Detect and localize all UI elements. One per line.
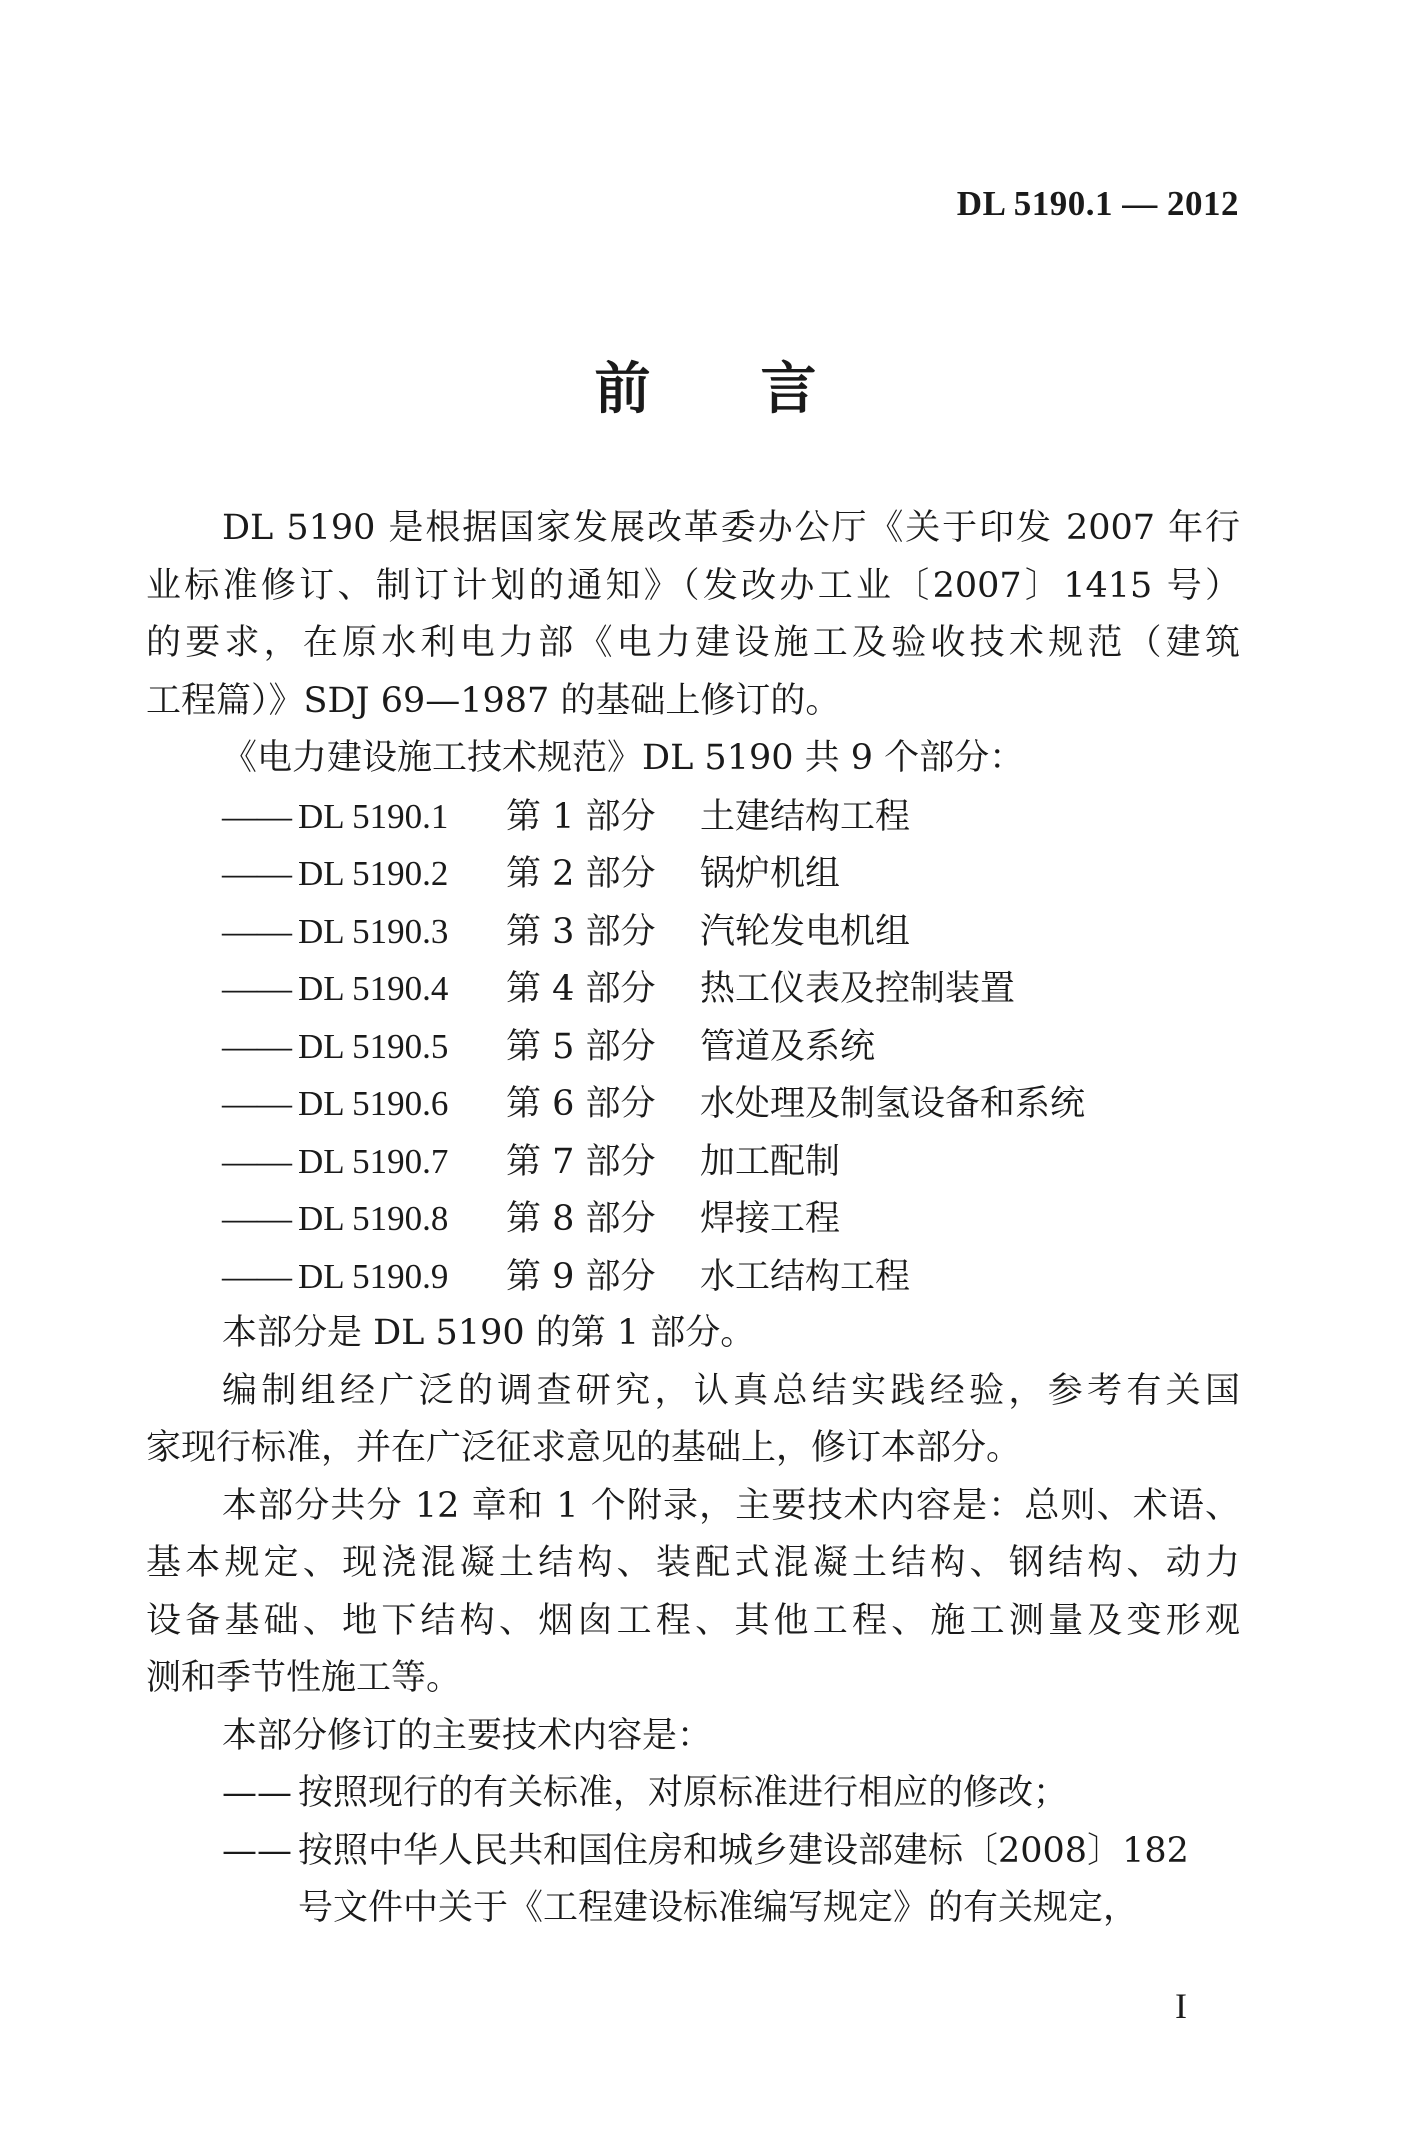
compilation-paragraph (146, 1363, 1240, 1478)
part-code: DL 5190.3 (298, 911, 449, 951)
part-name: 水处理及制氢设备和系统 (700, 1084, 1086, 1124)
compilation-line-1: 编制组经广泛的调查研究，认真总结实践经验，参考有关国 (222, 1370, 1240, 1411)
part-name: 加工配制 (700, 1141, 841, 1182)
part-name: 汽轮发电机组 (700, 911, 911, 952)
contents-paragraph (146, 1478, 1240, 1708)
list-item (146, 960, 1240, 1018)
part-number: 第 2 部分 (506, 854, 656, 894)
part-dash: —— (222, 969, 292, 1008)
page-title (0, 345, 1411, 425)
part-number: 第 7 部分 (506, 1141, 656, 1182)
part-name: 焊接工程 (700, 1199, 841, 1239)
part-number: 第 5 部分 (506, 1026, 656, 1067)
part-number: 第 1 部分 (506, 796, 656, 837)
part-dash: —— (222, 796, 292, 836)
part-name: 管道及系统 (700, 1026, 876, 1067)
part-dash: —— (222, 854, 292, 893)
part-dash: —— (222, 1141, 292, 1181)
intro-line-3: 的要求，在原水利电力部《电力建设施工及验收技术规范（建筑 (146, 623, 1240, 663)
part-code: DL 5190.2 (298, 854, 449, 893)
bullet-dash: —— (222, 1830, 292, 1871)
part-number: 第 9 部分 (506, 1256, 656, 1297)
part-code: DL 5190.7 (298, 1141, 449, 1181)
bullet-text: 按照现行的有关标准，对原标准进行相应的修改； (298, 1773, 1069, 1813)
list-item (146, 1018, 1240, 1076)
page-number: I (1175, 1986, 1187, 2026)
preface-body (146, 500, 1240, 1938)
part-name: 锅炉机组 (700, 854, 841, 894)
revision-bullet-2-continuation: 号文件中关于《工程建设标准编写规定》的有关规定， (298, 1888, 1139, 1928)
list-item (146, 1133, 1240, 1191)
list-item (146, 788, 1240, 846)
part-code: DL 5190.1 (298, 796, 449, 836)
intro-paragraph (146, 500, 1240, 730)
list-item (146, 903, 1240, 961)
contents-line-4: 测和季节性施工等。 (146, 1658, 462, 1698)
intro-line-2: 业标准修订、制订计划的通知》（发改办工业〔2007〕1415 号） (146, 565, 1240, 606)
compilation-line-2: 家现行标准，并在广泛征求意见的基础上，修订本部分。 (146, 1428, 1022, 1468)
revision-bullet-1 (146, 1765, 1240, 1823)
parts-intro-paragraph: 《电力建设施工技术规范》DL 5190 共 9 个部分： (222, 738, 1025, 778)
part-number: 第 4 部分 (506, 969, 656, 1009)
bullet-dash: —— (222, 1773, 292, 1813)
contents-line-1: 本部分共分 12 章和 1 个附录，主要技术内容是：总则、术语、 (222, 1485, 1240, 1526)
contents-line-3: 设备基础、地下结构、烟囱工程、其他工程、施工测量及变形观 (146, 1600, 1240, 1641)
parts-list (146, 788, 1240, 1306)
contents-line-2: 基本规定、现浇混凝土结构、装配式混凝土结构、钢结构、动力 (146, 1543, 1240, 1583)
title-char-2: 言 (760, 357, 817, 422)
part-name: 水工结构工程 (700, 1256, 911, 1297)
part-name: 土建结构工程 (700, 796, 911, 837)
part-code: DL 5190.8 (298, 1199, 449, 1238)
part-number: 第 3 部分 (506, 911, 656, 952)
part-dash: —— (222, 1199, 292, 1238)
bullet-text: 按照中华人民共和国住房和城乡建设部建标〔2008〕182 (298, 1830, 1189, 1871)
intro-line-1: DL 5190 是根据国家发展改革委办公厅《关于印发 2007 年行 (222, 508, 1240, 548)
part-code: DL 5190.6 (298, 1084, 449, 1123)
part-code: DL 5190.4 (298, 969, 449, 1008)
list-item (146, 1190, 1240, 1248)
part-code: DL 5190.5 (298, 1026, 449, 1066)
part-dash: —— (222, 1256, 292, 1296)
part-statement-paragraph: 本部分是 DL 5190 的第 1 部分。 (222, 1313, 756, 1353)
part-number: 第 6 部分 (506, 1084, 656, 1124)
title-char-1: 前 (594, 357, 651, 422)
revision-intro-paragraph: 本部分修订的主要技术内容是： (222, 1715, 713, 1756)
part-name: 热工仪表及控制装置 (700, 969, 1016, 1009)
standard-code-header: DL 5190.1 — 2012 (956, 184, 1239, 223)
intro-line-4: 工程篇）》SDJ 69—1987 的基础上修订的。 (146, 680, 841, 721)
list-item (146, 1248, 1240, 1306)
part-dash: —— (222, 1026, 292, 1066)
part-number: 第 8 部分 (506, 1199, 656, 1239)
part-dash: —— (222, 1084, 292, 1123)
revision-bullet-2 (146, 1823, 1240, 1881)
list-item (146, 845, 1240, 903)
part-dash: —— (222, 911, 292, 951)
list-item (146, 1075, 1240, 1133)
part-code: DL 5190.9 (298, 1256, 449, 1296)
